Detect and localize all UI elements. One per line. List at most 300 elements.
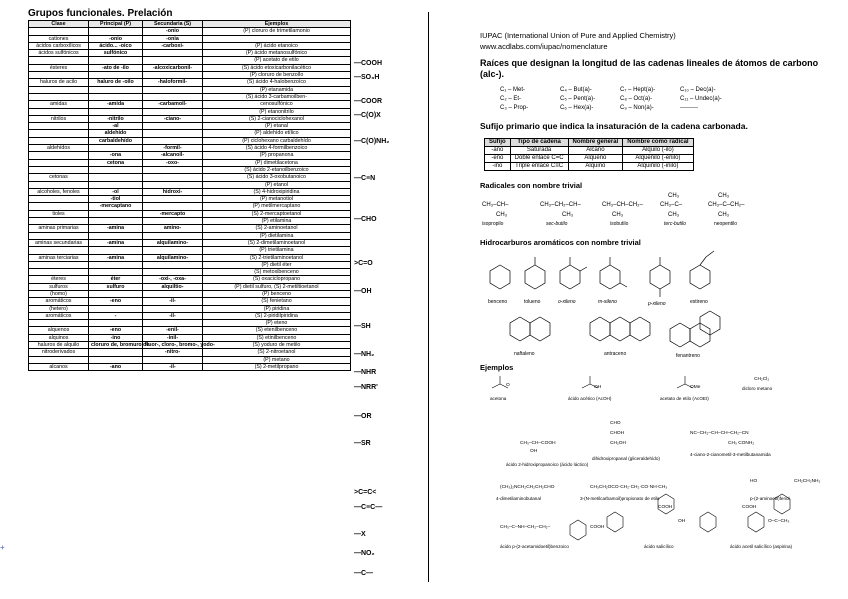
group-formula: >C=O xyxy=(354,260,373,267)
page-divider xyxy=(428,12,429,582)
radical-label: terc-butilo xyxy=(664,221,686,227)
table-cell: (S) ácido 2-etanoilbenzoico xyxy=(203,166,351,173)
table-cell: (S) metoxibenceno xyxy=(203,269,351,276)
table-cell xyxy=(29,152,89,159)
svg-text:CH₃: CH₃ xyxy=(718,212,730,218)
table-cell: (P) dietilamina xyxy=(203,232,351,239)
table-row xyxy=(29,276,351,283)
fused-aromatic-label: naftaleno xyxy=(514,351,535,357)
table-row xyxy=(29,232,351,239)
table-cell xyxy=(143,247,203,254)
table-cell: aldehído xyxy=(89,130,143,137)
svg-text:CH₃: CH₃ xyxy=(668,212,680,218)
table-row xyxy=(29,86,351,93)
table-cell: amino- xyxy=(143,225,203,232)
suffix-heading: Sufijo primario que indica la insaturación de la cadena carbonada. xyxy=(480,121,748,131)
table-cell xyxy=(89,108,143,115)
table-row xyxy=(29,130,351,137)
table-cell xyxy=(89,181,143,188)
table-cell: (S) 4-hidroxipiridina xyxy=(203,188,351,195)
table-cell: haluros de alquilo xyxy=(29,342,89,349)
table-cell: (P) acetato de etilo xyxy=(203,57,351,64)
table-cell: (P) metilmercaptano xyxy=(203,203,351,210)
table-cell: (P) etanonitrilo xyxy=(203,108,351,115)
carbon-prefix: C₁₁ – Undec(a)- xyxy=(680,96,722,102)
group-formulas-column xyxy=(352,20,392,580)
table-cell: aminas primarias xyxy=(29,225,89,232)
table-cell: aminas terciarias xyxy=(29,254,89,261)
table-cell xyxy=(89,28,143,35)
table-row xyxy=(29,152,351,159)
table-cell: -il- xyxy=(143,298,203,305)
carbon-prefix: C₅ – Pent(a)- xyxy=(560,96,596,102)
table-cell xyxy=(143,93,203,100)
table-cell: amidas xyxy=(29,101,89,108)
table-row xyxy=(29,35,351,42)
aromatic-label: tolueno xyxy=(524,299,541,305)
aromatic-label: estireno xyxy=(690,299,708,305)
table-cell: (P) etilamina xyxy=(203,218,351,225)
table-cell xyxy=(143,320,203,327)
table-cell xyxy=(89,247,143,254)
table-cell: fluor-, cloro-, bromo-, yodo- xyxy=(143,342,203,349)
group-formula: —C(O)X xyxy=(354,112,381,119)
table-cell: (P) ácido etanoico xyxy=(203,42,351,49)
table-cell: carbaldehído xyxy=(89,137,143,144)
table-cell: haluro de -oilo xyxy=(89,79,143,86)
table-cell xyxy=(29,320,89,327)
table-row xyxy=(29,283,351,290)
table-cell: (S) ácido 3-carbamoilben- xyxy=(203,93,351,100)
table-cell: -carbamoil- xyxy=(143,101,203,108)
svg-text:CH₃–CH₂–CH–: CH₃–CH₂–CH– xyxy=(540,202,581,208)
page-title: Grupos funcionales. Prelación xyxy=(28,8,173,19)
aromatic-label: o-xileno xyxy=(558,299,576,305)
suffix-row xyxy=(485,163,694,171)
table-cell: (S) oxaciclopropano xyxy=(203,276,351,283)
table-cell xyxy=(143,261,203,268)
suffix-cell: Triple enlace C≡C xyxy=(510,163,568,171)
table-cell: alquinos xyxy=(29,334,89,341)
table-cell: (P) dietil éter xyxy=(203,261,351,268)
table-cell: nitrilos xyxy=(29,115,89,122)
table-row xyxy=(29,290,351,297)
table-row xyxy=(29,181,351,188)
table-cell: (P) dietil sulfuro, (S) 2-metiltioetanol xyxy=(203,283,351,290)
svg-text:CH₃: CH₃ xyxy=(668,193,680,199)
svg-text:NC–CH₂–CH–CH–CH₂–CN: NC–CH₂–CH–CH–CH₂–CN xyxy=(690,431,749,436)
roots-heading: Raíces que designan la longitud de las cadenas lineales de átomos de carbono (alc-). xyxy=(480,58,819,79)
aromatic-label: benceno xyxy=(488,299,508,305)
group-formula: —COOR xyxy=(354,98,382,105)
suffix-cell: -ino xyxy=(485,163,511,171)
table-cell xyxy=(29,269,89,276)
example-label: dihidroxipropanal (gliceraldehído) xyxy=(592,456,660,461)
svg-text:COOH: COOH xyxy=(590,525,605,530)
table-cell: alcoholes, fenoles xyxy=(29,188,89,195)
table-cell: -oxi-, -oxa- xyxy=(143,276,203,283)
suffix-cell: -ano xyxy=(485,147,511,155)
table-cell: (P) trietilamina xyxy=(203,247,351,254)
table-cell: -onia xyxy=(143,35,203,42)
table-cell: -haloformil- xyxy=(143,79,203,86)
table-row xyxy=(29,174,351,181)
carbon-prefix: C₆ – Hex(a)- xyxy=(560,105,594,111)
table-cell: -nitrilo xyxy=(89,115,143,122)
svg-text:CH₃–C–: CH₃–C– xyxy=(660,202,683,208)
examples-structures xyxy=(480,372,820,552)
table-cell xyxy=(143,196,203,203)
table-row xyxy=(29,108,351,115)
table-row xyxy=(29,57,351,64)
example-label: p-(2-aminoetil)fenol xyxy=(750,496,790,501)
table-cell xyxy=(29,247,89,254)
table-cell: (S) 2-cianociclohexanol xyxy=(203,115,351,122)
table-cell: -il- xyxy=(143,312,203,319)
svg-text:CH₃: CH₃ xyxy=(496,212,508,218)
table-cell: tioles xyxy=(29,210,89,217)
table-cell xyxy=(29,218,89,225)
table-cell: sulfónico xyxy=(89,50,143,57)
table-cell: ésteres xyxy=(29,64,89,71)
example-label: 4-ciano-2-cianometil-3-metilbutanamida xyxy=(690,452,771,457)
suffix-header: Sufijo xyxy=(485,139,511,147)
table-row xyxy=(29,218,351,225)
table-row xyxy=(29,101,351,108)
table-row xyxy=(29,334,351,341)
table-cell: (S) yoduro de metilo xyxy=(203,342,351,349)
table-cell: -alcoxicarbonil- xyxy=(143,64,203,71)
table-row xyxy=(29,356,351,363)
suffix-table xyxy=(484,138,694,171)
table-row xyxy=(29,166,351,173)
table-cell: (P) etanol xyxy=(203,181,351,188)
table-row xyxy=(29,196,351,203)
table-cell: -onio xyxy=(143,28,203,35)
table-cell: -eno xyxy=(89,327,143,334)
iupac-url[interactable]: www.acdlabs.com/iupac/nomenclature xyxy=(480,42,608,51)
radicals-heading: Radicales con nombre trivial xyxy=(480,181,583,190)
table-cell xyxy=(29,356,89,363)
table-cell: -nitro- xyxy=(143,349,203,356)
table-cell xyxy=(89,320,143,327)
table-cell: (P) cloruro de trimetilamonio xyxy=(203,28,351,35)
fused-aromatic-label: fenantreno xyxy=(676,353,700,359)
table-cell xyxy=(143,50,203,57)
table-cell: éter xyxy=(89,276,143,283)
table-row xyxy=(29,327,351,334)
table-row xyxy=(29,203,351,210)
table-cell xyxy=(89,174,143,181)
suffix-cell: Alqueno xyxy=(568,155,623,163)
svg-text:O–C–CH₃: O–C–CH₃ xyxy=(768,519,790,524)
suffix-cell: Alcano xyxy=(568,147,623,155)
table-cell xyxy=(143,137,203,144)
table-cell: -alcanoil- xyxy=(143,152,203,159)
edge-marker: + xyxy=(0,543,5,552)
svg-text:CH₂CH₂NH₂: CH₂CH₂NH₂ xyxy=(794,479,821,484)
suffix-cell: -eno xyxy=(485,155,511,163)
table-cell xyxy=(143,130,203,137)
suffix-header: Nombre como radical xyxy=(623,139,693,147)
table-cell: aldehídos xyxy=(29,145,89,152)
table-cell: alquiltio- xyxy=(143,283,203,290)
table-cell: -ano xyxy=(89,363,143,370)
table-row xyxy=(29,64,351,71)
example-label: ácido 2-hidroxipropanoico (ácido láctico) xyxy=(506,462,589,467)
carbon-prefix: C₁₀ – Dec(a)- xyxy=(680,87,716,93)
table-cell: (S) 2-nitroetanol xyxy=(203,349,351,356)
table-cell xyxy=(143,86,203,93)
table-cell xyxy=(89,232,143,239)
aromatics-structures xyxy=(480,247,820,307)
table-cell: -amina xyxy=(89,254,143,261)
nomenclature-panel xyxy=(480,30,820,554)
table-row xyxy=(29,363,351,370)
table-cell: (P) piridina xyxy=(203,305,351,312)
group-formula: —C≡N xyxy=(354,175,376,182)
table-cell: -oxo- xyxy=(143,159,203,166)
group-formula: —NHR xyxy=(354,369,377,376)
carbon-prefix: C₂ – Et- xyxy=(500,96,521,102)
table-row xyxy=(29,210,351,217)
table-row xyxy=(29,79,351,86)
suffix-cell: Saturada xyxy=(510,147,568,155)
table-cell xyxy=(143,305,203,312)
radical-label: neopentilo xyxy=(714,221,738,227)
table-cell xyxy=(89,218,143,225)
aromatics-heading: Hidrocarburos aromáticos con nombre trivial xyxy=(480,238,641,247)
table-cell xyxy=(143,218,203,225)
table-cell: (S) ácido 3-oxobutanoico xyxy=(203,174,351,181)
table-row xyxy=(29,269,351,276)
table-cell: (S) ácido 4-formilbenzoico xyxy=(203,145,351,152)
svg-text:CH₃: CH₃ xyxy=(562,212,574,218)
suffix-cell: Doble enlace C=C xyxy=(510,155,568,163)
svg-text:CH₂Cl₂: CH₂Cl₂ xyxy=(754,377,770,382)
table-cell xyxy=(29,166,89,173)
table-cell xyxy=(89,290,143,297)
table-cell xyxy=(89,356,143,363)
table-cell: -al xyxy=(89,123,143,130)
table-cell: -carboxi- xyxy=(143,42,203,49)
table-cell xyxy=(143,123,203,130)
suffix-cell: Alquilo (-ilo) xyxy=(623,147,693,155)
example-label: 4-dimetilaminobutanal xyxy=(496,496,541,501)
table-cell xyxy=(89,93,143,100)
table-cell: (S) 2-dimetilaminoetanol xyxy=(203,239,351,246)
table-header-3: Ejemplos xyxy=(203,21,351,28)
table-cell xyxy=(143,356,203,363)
table-cell: cationes xyxy=(29,35,89,42)
table-cell: (S) 2-aminoetanol xyxy=(203,225,351,232)
suffix-cell: Alquinilo (-inilo) xyxy=(623,163,693,171)
table-row xyxy=(29,305,351,312)
example-label: ácido acético (AcOH) xyxy=(568,396,612,401)
table-cell xyxy=(143,203,203,210)
svg-text:OH: OH xyxy=(530,449,538,454)
table-cell: -amina xyxy=(89,239,143,246)
table-header-1: Principal (P) xyxy=(89,21,143,28)
group-formula: —COOH xyxy=(354,60,382,67)
carbon-prefix: C₃ – Prop- xyxy=(500,105,529,111)
table-cell: haluros de acilo xyxy=(29,79,89,86)
table-cell: (homo) xyxy=(29,290,89,297)
svg-text:(CH₃)₂NCH₂CH₂CH₂CHO: (CH₃)₂NCH₂CH₂CH₂CHO xyxy=(500,485,555,490)
svg-text:COOH: COOH xyxy=(742,505,757,510)
table-header-2: Secundaria (S) xyxy=(143,21,203,28)
table-cell: -mercaptano xyxy=(89,203,143,210)
table-row xyxy=(29,42,351,49)
group-formula: —OR xyxy=(354,413,372,420)
table-cell: aromáticos xyxy=(29,298,89,305)
table-cell xyxy=(203,35,351,42)
table-row xyxy=(29,225,351,232)
table-row xyxy=(29,50,351,57)
example-label: 3-(N-metilcarbamoil)propionato de etilo xyxy=(580,496,660,501)
table-cell: -il- xyxy=(143,363,203,370)
table-cell xyxy=(29,203,89,210)
table-cell: (S) ácido 4-halobenzoíco xyxy=(203,79,351,86)
table-cell: cloruro de, bromuro de xyxy=(89,342,143,349)
radical-label: isopropilo xyxy=(482,221,504,227)
svg-text:CH₃ CONH₂: CH₃ CONH₂ xyxy=(728,441,755,446)
table-cell xyxy=(29,196,89,203)
group-formula: —C≡C— xyxy=(354,504,383,511)
table-cell xyxy=(89,72,143,79)
table-cell: -tiol xyxy=(89,196,143,203)
table-row xyxy=(29,137,351,144)
suffix-header: Nombre general xyxy=(568,139,623,147)
functional-groups-table xyxy=(28,20,351,371)
table-cell: aromáticos xyxy=(29,312,89,319)
svg-text:CH₃–C–NH–CH₂–CH₂–: CH₃–C–NH–CH₂–CH₂– xyxy=(500,525,551,530)
svg-text:O: O xyxy=(506,383,510,388)
table-cell xyxy=(143,174,203,181)
iupac-title: IUPAC (International Union of Pure and Applied Chemistry) xyxy=(480,31,676,40)
table-cell xyxy=(29,108,89,115)
table-cell xyxy=(143,290,203,297)
table-cell: -formil- xyxy=(143,145,203,152)
table-cell: (P) eteno xyxy=(203,320,351,327)
radical-label: sec-butilo xyxy=(546,221,568,227)
table-cell: (S) ácido etoxicarbonilacético xyxy=(203,64,351,71)
carbon-prefix: C₁ – Met- xyxy=(500,87,526,93)
table-row xyxy=(29,115,351,122)
table-cell xyxy=(29,86,89,93)
group-formula: —SO₃H xyxy=(354,74,380,81)
table-row xyxy=(29,247,351,254)
table-row xyxy=(29,145,351,152)
example-label: acetato de etilo (AcOEt) xyxy=(660,396,709,401)
suffix-cell: Alquino xyxy=(568,163,623,171)
table-cell: (P) propanona xyxy=(203,152,351,159)
table-cell: éteres xyxy=(29,276,89,283)
table-row xyxy=(29,342,351,349)
suffix-header: Tipo de cadena xyxy=(510,139,568,147)
table-cell: (P) ácido metanosulfónico xyxy=(203,50,351,57)
table-cell: hidroxi- xyxy=(143,188,203,195)
table-cell: (P) ciclohexano carbaldehído xyxy=(203,137,351,144)
suffix-row xyxy=(485,155,694,163)
table-cell xyxy=(89,166,143,173)
svg-text:CH₃–CH–COOH: CH₃–CH–COOH xyxy=(520,441,556,446)
table-row xyxy=(29,93,351,100)
svg-text:CH₃: CH₃ xyxy=(612,212,624,218)
svg-text:OMe: OMe xyxy=(690,385,701,390)
group-formula: —SH xyxy=(354,323,371,330)
table-cell: (S) etenilbenceno xyxy=(203,327,351,334)
table-row xyxy=(29,298,351,305)
example-label: ácido p-(2-acetamidoetil)benzoico xyxy=(500,544,569,549)
group-formula: >C=C< xyxy=(354,489,377,496)
radical-label: isobutilo xyxy=(610,221,629,227)
table-cell xyxy=(89,349,143,356)
table-cell: nitroderivados xyxy=(29,349,89,356)
svg-text:CHOH: CHOH xyxy=(610,431,625,436)
table-cell xyxy=(143,166,203,173)
table-cell: (S) fenietano xyxy=(203,298,351,305)
table-cell xyxy=(29,57,89,64)
table-cell xyxy=(29,137,89,144)
group-formula: —X xyxy=(354,531,366,538)
table-cell: -inil- xyxy=(143,334,203,341)
table-cell: (P) metanotiol xyxy=(203,196,351,203)
table-cell: -ol xyxy=(89,188,143,195)
group-formula: —NRR' xyxy=(354,384,378,391)
group-formula: —C(O)NH₂ xyxy=(354,138,390,145)
table-cell: (P) metano xyxy=(203,356,351,363)
suffix-cell: Alquenilo (-enilo) xyxy=(623,155,693,163)
table-cell: -ino xyxy=(89,334,143,341)
table-cell: ácidos sulfónicos xyxy=(29,50,89,57)
group-formula: —SR xyxy=(354,440,371,447)
table-cell xyxy=(89,57,143,64)
table-cell xyxy=(143,181,203,188)
radicals-structures xyxy=(480,190,820,228)
table-cell: -amina xyxy=(89,225,143,232)
table-row xyxy=(29,123,351,130)
table-cell xyxy=(29,159,89,166)
table-cell: aminas secundarias xyxy=(29,239,89,246)
table-cell: - xyxy=(89,312,143,319)
table-cell: alquilamino- xyxy=(143,239,203,246)
svg-text:CHO: CHO xyxy=(610,421,621,426)
table-cell xyxy=(29,261,89,268)
group-formula: —C— xyxy=(354,570,374,577)
table-cell: (S) 2-trietilaminoetanol xyxy=(203,254,351,261)
svg-text:CH₃–CH–CH₂–: CH₃–CH–CH₂– xyxy=(602,202,643,208)
table-cell xyxy=(29,123,89,130)
table-cell: -ciano- xyxy=(143,115,203,122)
group-formula: —NH₂ xyxy=(354,351,375,358)
aromatic-label: m-xileno xyxy=(598,299,617,305)
table-cell: -ato de -ilo xyxy=(89,64,143,71)
table-cell: alquilamino- xyxy=(143,254,203,261)
table-cell xyxy=(29,181,89,188)
table-row xyxy=(29,28,351,35)
table-cell xyxy=(89,269,143,276)
fused-aromatics-structures xyxy=(480,309,820,361)
table-cell xyxy=(143,108,203,115)
table-cell: (S) 2-piridilpiridina xyxy=(203,312,351,319)
table-cell xyxy=(89,145,143,152)
carbon-prefix-grid xyxy=(500,86,820,113)
functional-groups-panel xyxy=(28,8,350,371)
table-cell: (P) cloruro de benzoílo xyxy=(203,72,351,79)
svg-text:CH₃–C–CH₂–: CH₃–C–CH₂– xyxy=(708,202,745,208)
example-label: ácido salicílico xyxy=(644,544,674,549)
